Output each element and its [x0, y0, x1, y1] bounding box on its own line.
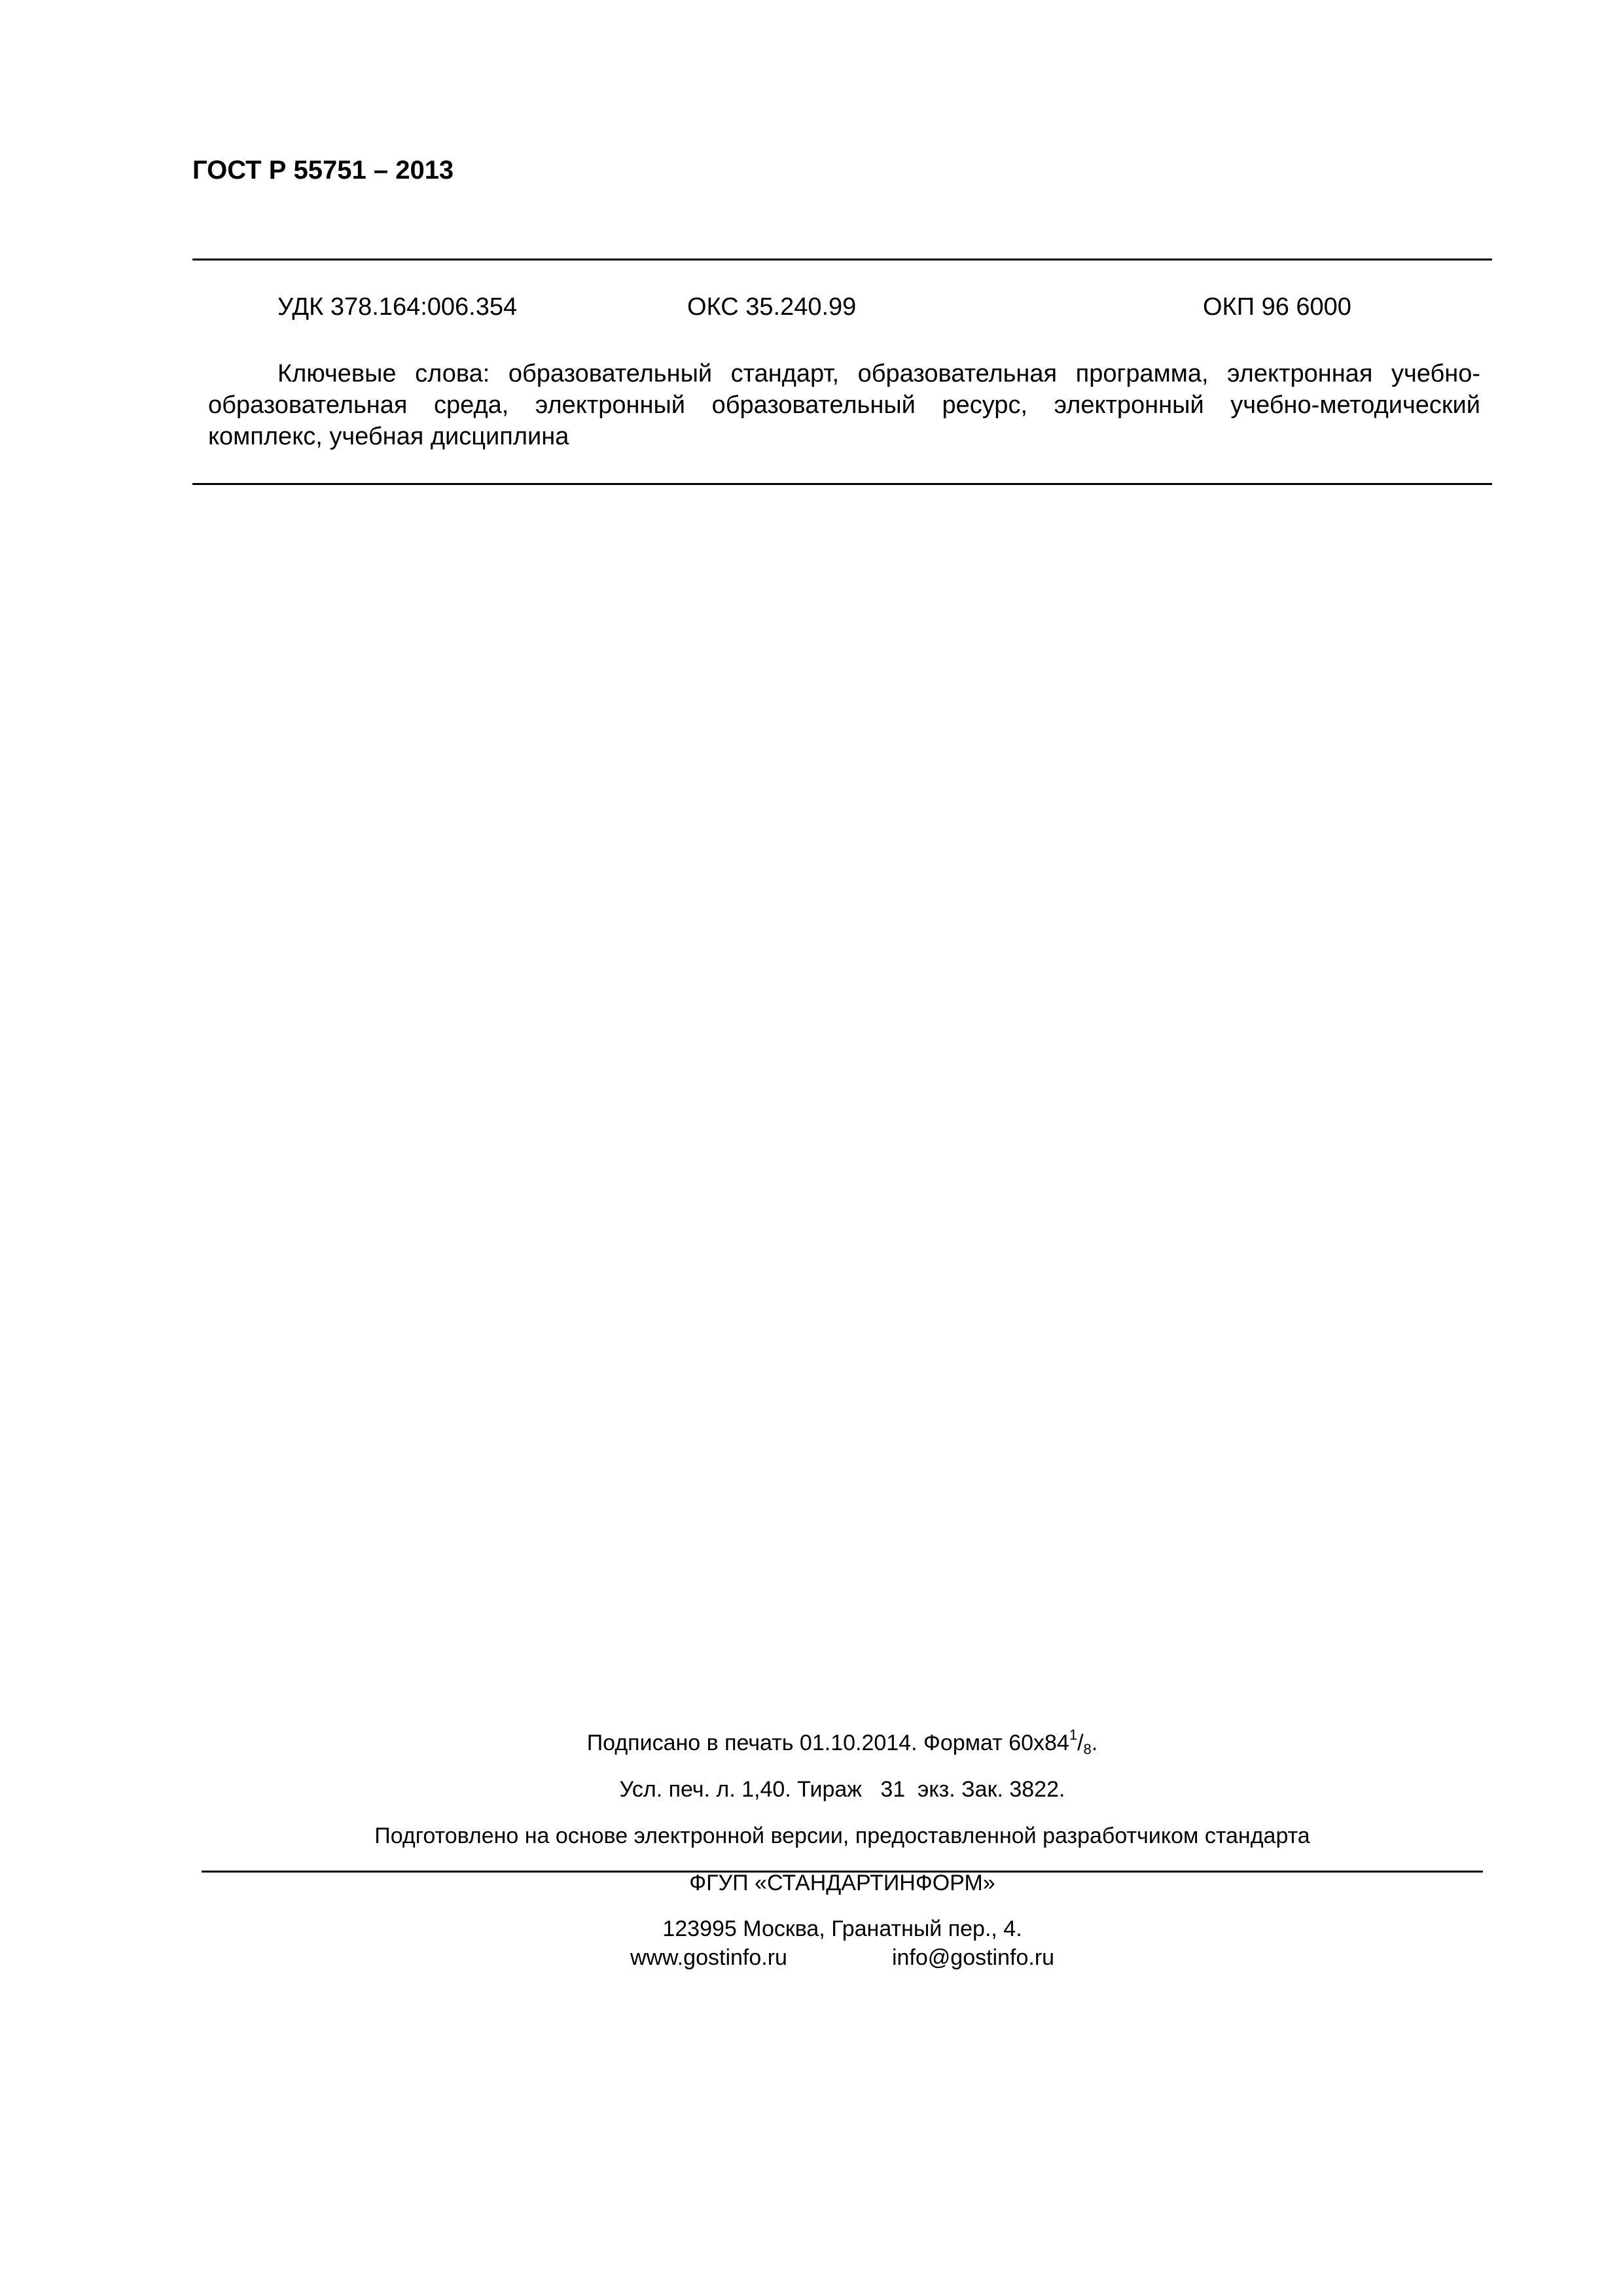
signed-for-print-line	[192, 1727, 1492, 1759]
oks-code: ОКС 35.240.99	[687, 293, 857, 321]
website-link[interactable]: www.gostinfo.ru	[630, 1945, 787, 1970]
format-slash: /	[1077, 1731, 1084, 1755]
format-numerator: 1	[1069, 1727, 1078, 1743]
udk-code: УДК 378.164:006.354	[277, 293, 518, 321]
top-divider	[192, 259, 1492, 260]
format-denominator: 8	[1083, 1741, 1092, 1757]
publisher-name: ФГУП «СТАНДАРТИНФОРМ»	[689, 1871, 995, 1895]
prepared-note: Подготовлено на основе электронной версии, предоставленной разработчиком стандарта	[374, 1823, 1310, 1848]
email-link[interactable]: info@gostinfo.ru	[891, 1945, 1055, 1970]
page-header-standard-number: ГОСТ Р 55751 – 2013	[192, 156, 454, 185]
publisher-address: 123995 Москва, Гранатный пер., 4.	[662, 1916, 1022, 1941]
print-sheets-line: Усл. печ. л. 1,40. Тираж 31 экз. Зак. 3822.	[619, 1777, 1065, 1802]
format-suffix: .	[1091, 1731, 1098, 1755]
keywords-divider	[192, 483, 1492, 485]
signed-for-print-text: Подписано в печать 01.10.2014. Формат 60х84	[586, 1731, 1069, 1755]
keywords-paragraph: Ключевые слова: образовательный стандарт, образовательная программа, электронная учебно-образовательная среда, электронный образовательный ресурс, электронный учебно-методический комплекс, учебная дисциплина	[208, 360, 1480, 450]
publisher-contacts	[192, 1941, 1492, 1974]
okp-code: ОКП 96 6000	[1203, 293, 1351, 321]
